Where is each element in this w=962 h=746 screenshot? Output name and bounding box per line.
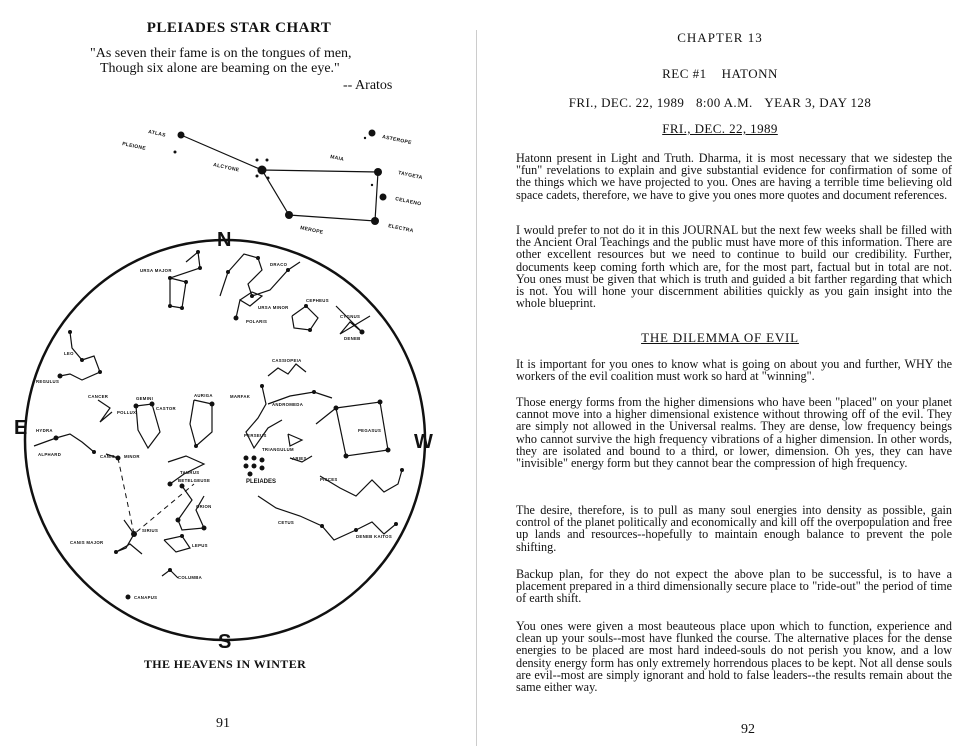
label-betelgeuse: BETELGEUSE xyxy=(178,478,211,483)
perseus-lines xyxy=(246,386,282,448)
date-line xyxy=(478,95,962,111)
label-cygnus: CYGNUS xyxy=(340,314,361,319)
label-canis-major: CANIS MAJOR xyxy=(70,540,104,545)
triangulum-lines xyxy=(288,434,302,446)
label-maia: MAIA xyxy=(329,154,345,163)
lepus-lines xyxy=(164,536,190,552)
pleiades-lines xyxy=(181,135,378,221)
cassiopeia-lines xyxy=(268,364,306,376)
label-pleiades: PLEIADES xyxy=(246,479,277,485)
quote-line-2: Though six alone are beaming on the eye." xyxy=(100,61,340,76)
label-pleione: PLEIONE xyxy=(121,141,147,152)
label-atlas: ATLAS xyxy=(147,129,167,139)
compass-north: N xyxy=(217,229,232,251)
star-merope xyxy=(285,211,293,219)
compass-south: S xyxy=(218,631,232,653)
paragraph-2: I would prefer to not do it in this JOURNAL but the next few weeks shall be filled with the Ancient Oral Teachings and the public must have more of this information. There are other excellent resources but we need to continue to build our credibility. Further, documents keep coming forth which are, for the most part, factual but in total are not. You ones must be given that which is truth and guided a bit farther regarding that which is not. You will hone your discernment abilities quickly as you gain insight into the whole blueprint. xyxy=(516,223,952,311)
date-part-1: FRI., DEC. 22, 1989 xyxy=(568,95,685,110)
label-celaeno: CELAENO xyxy=(394,196,422,208)
section-paragraph-2: Those energy forms from the higher dimensions who have been "placed" on your planet cannot move into a higher dimensional existence without throwing off of the evil. They are simply not allowed in the Universal realms. They are dense, low frequency beings who cannot survive the high frequency vibrations of a higher dimension. In other words, they are isolated and bound to a third, or lower, dimension. Oh yes, they can have "invisible" energy form but they cannot bear the compression of high frequency. xyxy=(516,395,952,471)
epigraph-quote xyxy=(90,46,352,76)
star-electra xyxy=(371,217,379,225)
label-deneb: DENEB xyxy=(344,336,361,341)
compass-west: W xyxy=(414,431,433,453)
star-atlas xyxy=(178,132,185,139)
compass-east: E xyxy=(14,417,28,439)
section-heading: THE DILEMMA OF EVIL xyxy=(641,330,799,345)
label-cetus: CETUS xyxy=(278,520,295,525)
section-paragraph-5: You ones were given a most beauteous place upon which to function, experience and clean up your souls--most have flunked the course. The alternative places for the dense energies to be placed are most hard indeed-souls do not perish you know, and a low density energy form has only extremely horrendous places to be kept. Not all dense souls are evil--most are simply ignorant and hold to false leaders--the results remain about the same either way. xyxy=(516,619,952,695)
cepheus-lines xyxy=(292,306,318,330)
label-lepus: LEPUS xyxy=(192,543,208,548)
label-hydra: HYDRA xyxy=(36,428,53,433)
chapter-heading: CHAPTER 13 xyxy=(677,30,763,45)
label-alcyone: ALCYONE xyxy=(212,162,240,174)
record-line: REC #1 HATONN xyxy=(662,66,778,81)
quote-line-1: "As seven their fame is on the tongues of men, xyxy=(90,46,352,61)
label-cepheus: CEPHEUS xyxy=(306,298,329,303)
quote-author: -- Aratos xyxy=(343,78,393,93)
star-pleione xyxy=(174,151,177,154)
label-aries: ARIES xyxy=(292,456,307,461)
page-title: PLEIADES STAR CHART xyxy=(146,20,332,36)
star-alcyone xyxy=(258,166,267,175)
paragraph-1: Hatonn present in Light and Truth. Dharma, it is most necessary that we sidestep the "fun" revelations to explain and give substantial evidence for confirmation of some of the things which we have projected to you. Ones are having a terrible time believing old space cadets, therefore, we have to give you ones more quotes and document references. xyxy=(516,151,952,202)
pisces-lines xyxy=(320,470,402,496)
label-canis: CANIS xyxy=(100,454,115,459)
constellation-shapes xyxy=(34,252,402,578)
chart-caption: THE HEAVENS IN WINTER xyxy=(143,657,307,671)
leo-lines xyxy=(60,332,100,380)
label-pollux: POLLUX xyxy=(117,410,137,415)
label-columba: COLUMBA xyxy=(178,575,203,580)
constellation-stars xyxy=(54,250,405,600)
label-taygeta: TAYGETA xyxy=(397,170,424,182)
label-cassiopeia: CASSIOPEIA xyxy=(272,358,302,363)
label-polaris: POLARIS xyxy=(246,319,268,324)
label-draco: DRACO xyxy=(270,262,288,267)
label-taurus: TAURUS xyxy=(180,470,200,475)
canis-major-lines xyxy=(116,520,142,554)
label-pegasus: PEGASUS xyxy=(358,428,382,433)
hydra-lines xyxy=(34,434,94,452)
section-paragraph-3: The desire, therefore, is to pull as many soul energies into density as possible, gain control of the planet politically and economically and kill off the overpopulation and free up lands and resources--hopefully to maintain enough balance to prevent the pole shifting. xyxy=(516,503,952,554)
date-part-3: YEAR 3, DAY 128 xyxy=(764,95,872,110)
label-merope: MEROPE xyxy=(299,225,324,236)
label-regulus: REGULUS xyxy=(36,379,60,384)
label-cancer: CANCER xyxy=(88,394,109,399)
right-page xyxy=(478,0,962,746)
pleiades-cluster xyxy=(122,129,424,236)
sky-circle xyxy=(25,240,425,640)
date-part-2: 8:00 A.M. xyxy=(696,95,753,110)
label-asterope: ASTEROPE xyxy=(381,134,413,147)
pleiades-mini-cluster xyxy=(244,456,277,486)
label-sirius: SIRIUS xyxy=(142,528,159,533)
label-castor: CASTOR xyxy=(156,406,176,411)
star-asterope xyxy=(369,130,376,137)
label-canapus: CANAPUS xyxy=(134,595,158,600)
label-gemini: GEMINI xyxy=(136,396,154,401)
label-orion: ORION xyxy=(196,504,212,509)
label-deneb-kaitos: DENEB KAITOS xyxy=(356,534,392,539)
cancer-lines xyxy=(98,400,112,422)
date-underlined: FRI., DEC. 22, 1989 xyxy=(662,121,778,136)
constellation-labels xyxy=(36,262,392,600)
label-andromeda: ANDROMEDA xyxy=(272,402,304,407)
star-taygeta xyxy=(374,168,382,176)
left-page xyxy=(0,0,478,746)
ursa-major-lines xyxy=(170,252,200,308)
label-alphard: ALPHARD xyxy=(38,452,62,457)
label-ursa-minor: URSA MINOR xyxy=(258,305,289,310)
label-ursa-major: URSA MAJOR xyxy=(140,268,172,273)
page-number-left: 91 xyxy=(216,716,230,731)
section-paragraph-4: Backup plan, for they do not expect the above plan to be successful, is to have a placement prepared in a third dimensionally secure place to "ride-out" the period of time of earth shift. xyxy=(516,567,952,606)
label-electra: ELECTRA xyxy=(387,223,414,235)
label-perseus: PERSEUS xyxy=(244,433,267,438)
section-paragraph-1: It is important for you ones to know what is going on about you and further, WHY the workers of the evil coalition must work so hard at "winning". xyxy=(516,357,952,384)
draco-lines xyxy=(220,254,300,296)
label-minor: MINOR xyxy=(124,454,140,459)
cygnus-lines xyxy=(336,306,370,334)
label-marfak: MARFAK xyxy=(230,394,251,399)
label-leo: LEO xyxy=(64,351,74,356)
label-pisces: PISCES xyxy=(320,477,338,482)
label-triangulum: TRIANGULUM xyxy=(262,447,294,452)
star-celaeno xyxy=(380,194,387,201)
label-auriga: AURIGA xyxy=(194,393,213,398)
page-number-right: 92 xyxy=(741,722,755,737)
auriga-lines xyxy=(190,400,212,446)
star-chart xyxy=(0,100,470,660)
